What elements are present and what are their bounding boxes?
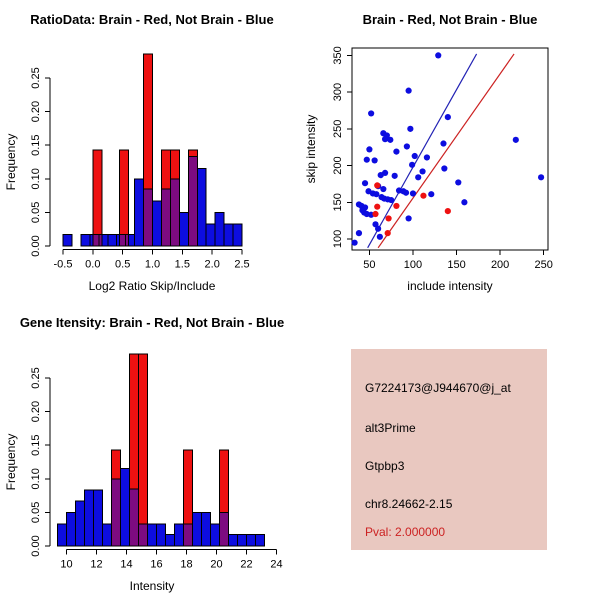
svg-text:250: 250	[534, 259, 553, 271]
intensity-scatter-canvas	[300, 0, 600, 300]
svg-text:2.5: 2.5	[234, 258, 250, 271]
svg-text:200: 200	[332, 156, 344, 175]
svg-text:0.20: 0.20	[30, 400, 42, 423]
ratio-histogram-canvas	[0, 0, 300, 300]
probeset-id-text: G7224173@J944670@j_at	[365, 381, 511, 395]
svg-text:1.0: 1.0	[144, 258, 161, 271]
svg-text:0.15: 0.15	[30, 134, 42, 156]
svg-text:1.5: 1.5	[174, 258, 190, 271]
svg-text:150: 150	[332, 193, 344, 212]
svg-text:0.05: 0.05	[30, 501, 42, 524]
svg-text:0.10: 0.10	[30, 468, 42, 490]
svg-text:0.20: 0.20	[30, 100, 42, 123]
svg-text:14: 14	[120, 558, 133, 571]
svg-text:Gene Itensity: Brain - Red, No: Gene Itensity: Brain - Red, Not Brain - Blue	[19, 315, 285, 330]
svg-text:0.00: 0.00	[30, 235, 42, 257]
panel-gene-histogram	[0, 300, 300, 600]
locus-text: chr8.24662-2.15	[365, 497, 453, 511]
svg-text:Brain - Red, Not Brain - Blue: Brain - Red, Not Brain - Blue	[362, 12, 538, 27]
splice-type-text: alt3Prime	[365, 421, 416, 435]
svg-text:0.00: 0.00	[30, 535, 42, 557]
svg-text:12: 12	[90, 558, 103, 571]
svg-text:350: 350	[332, 46, 344, 65]
svg-text:include intensity: include intensity	[407, 279, 493, 293]
svg-text:-0.5: -0.5	[53, 258, 73, 271]
svg-text:22: 22	[240, 558, 253, 571]
svg-text:300: 300	[332, 82, 344, 102]
svg-text:Frequency: Frequency	[4, 133, 18, 191]
panel-gene-info	[300, 300, 600, 600]
info-box	[351, 349, 547, 550]
panel-intensity-scatter	[300, 0, 600, 300]
svg-text:10: 10	[60, 558, 73, 571]
svg-text:0.15: 0.15	[30, 434, 42, 456]
panel-ratio-histogram	[0, 0, 300, 300]
svg-text:RatioData: Brain - Red, Not Br: RatioData: Brain - Red, Not Brain - Blue	[30, 12, 274, 27]
svg-text:100: 100	[332, 229, 344, 249]
gene-histogram-canvas	[0, 300, 300, 600]
svg-text:2.0: 2.0	[204, 258, 220, 271]
svg-text:0.5: 0.5	[115, 258, 131, 271]
svg-text:Frequency: Frequency	[4, 433, 18, 491]
gene-name-text: Gtpbp3	[365, 459, 405, 473]
svg-text:16: 16	[150, 558, 163, 571]
svg-text:20: 20	[210, 558, 223, 571]
svg-text:0.05: 0.05	[30, 201, 42, 224]
svg-text:0.0: 0.0	[85, 258, 101, 271]
svg-text:0.25: 0.25	[30, 67, 42, 89]
svg-text:50: 50	[363, 259, 376, 271]
svg-text:0.25: 0.25	[30, 367, 42, 389]
svg-text:18: 18	[180, 558, 193, 571]
svg-text:250: 250	[332, 119, 344, 139]
svg-text:Intensity: Intensity	[129, 579, 175, 593]
svg-text:24: 24	[270, 558, 283, 571]
svg-text:200: 200	[490, 259, 510, 271]
svg-text:skip intensity: skip intensity	[304, 114, 318, 184]
svg-text:100: 100	[403, 259, 423, 271]
pval-text: Pval: 2.000000	[365, 525, 446, 539]
svg-text:Log2 Ratio Skip/Include: Log2 Ratio Skip/Include	[88, 279, 216, 293]
svg-text:0.10: 0.10	[30, 168, 42, 190]
svg-text:150: 150	[447, 259, 466, 271]
